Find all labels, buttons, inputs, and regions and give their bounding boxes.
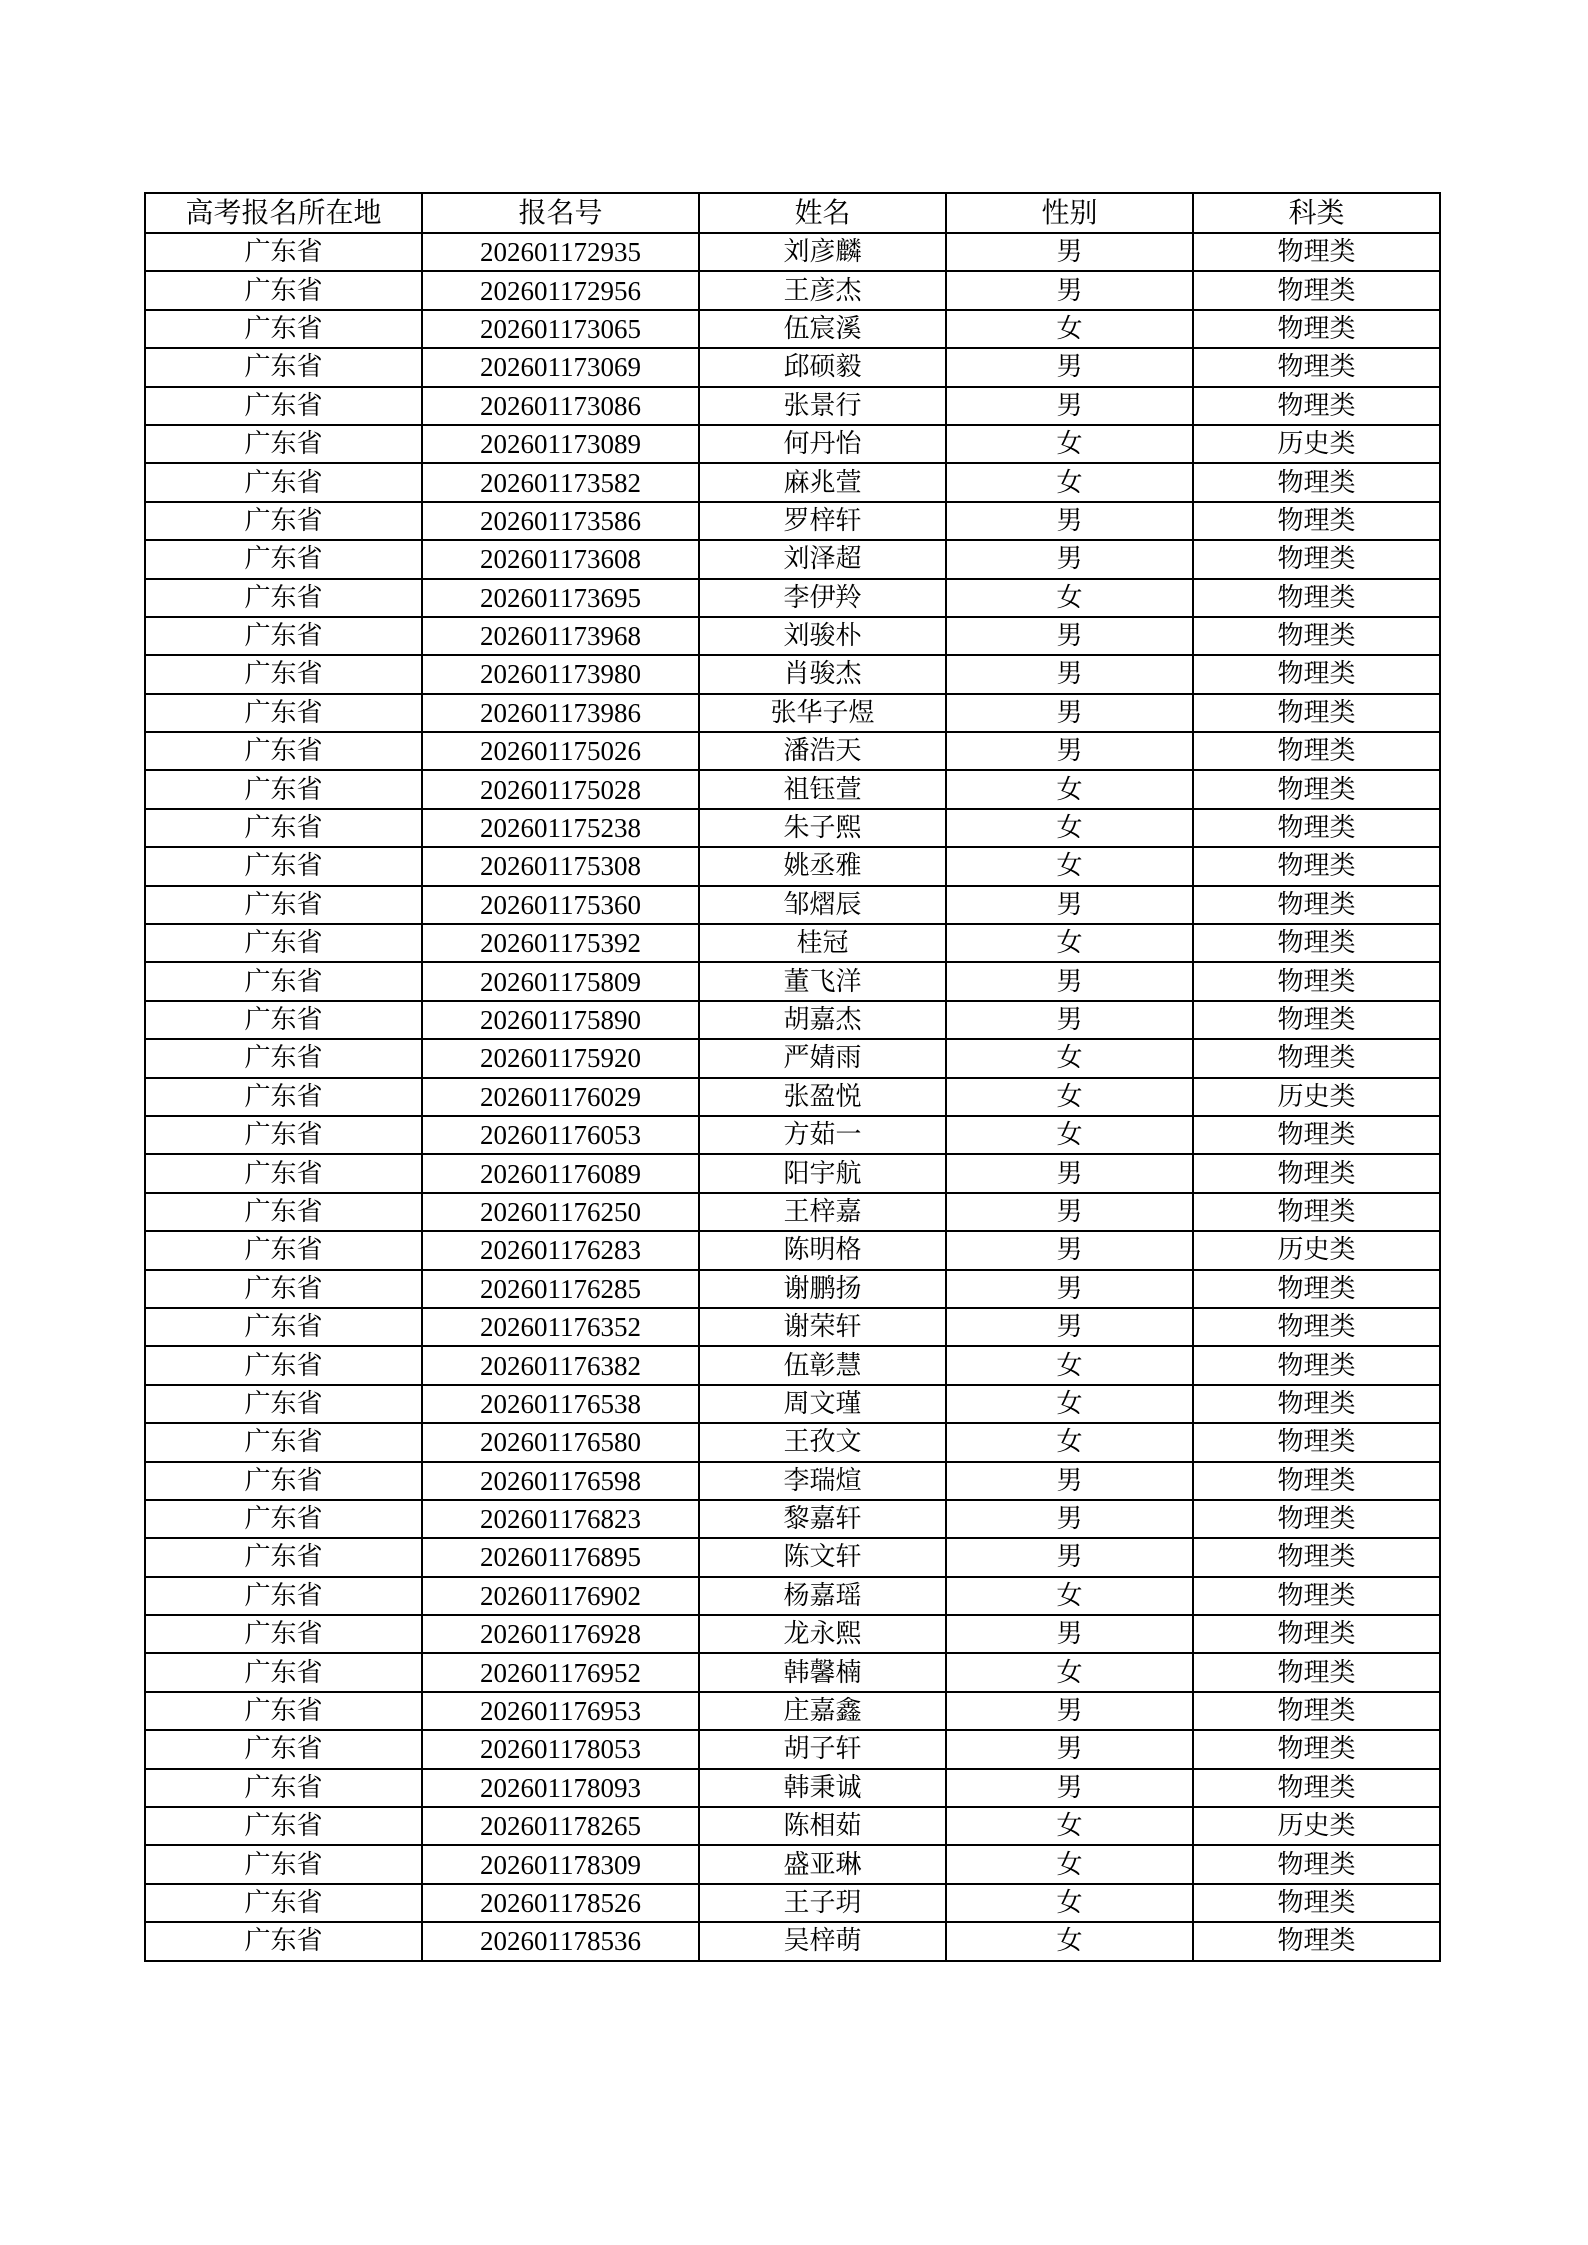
table-body: [145, 233, 1440, 1961]
table-row: [145, 348, 1440, 386]
table-row: [145, 463, 1440, 501]
cell-registration-location: 广东省: [145, 1270, 422, 1308]
cell-registration-location: 广东省: [145, 348, 422, 386]
cell-subject-category: 物理类: [1193, 233, 1440, 271]
cell-subject-category: 物理类: [1193, 1577, 1440, 1615]
cell-registration-location: 广东省: [145, 1538, 422, 1576]
table-row: [145, 1807, 1440, 1845]
cell-name: 张华子煜: [699, 694, 946, 732]
cell-gender: 女: [946, 1922, 1193, 1960]
table-row: [145, 732, 1440, 770]
cell-subject-category: 物理类: [1193, 1769, 1440, 1807]
cell-name: 龙永熙: [699, 1615, 946, 1653]
header-registration-number: 报名号: [422, 193, 699, 233]
cell-gender: 男: [946, 1154, 1193, 1192]
cell-registration-number: 202601173089: [422, 425, 699, 463]
cell-registration-location: 广东省: [145, 732, 422, 770]
cell-registration-number: 202601173069: [422, 348, 699, 386]
cell-subject-category: 物理类: [1193, 809, 1440, 847]
cell-registration-location: 广东省: [145, 1884, 422, 1922]
cell-name: 陈文轩: [699, 1538, 946, 1576]
cell-name: 王梓嘉: [699, 1193, 946, 1231]
cell-gender: 女: [946, 1653, 1193, 1691]
cell-registration-location: 广东省: [145, 540, 422, 578]
cell-name: 韩馨楠: [699, 1653, 946, 1691]
table-row: [145, 694, 1440, 732]
table-row: [145, 271, 1440, 309]
table-row: [145, 886, 1440, 924]
cell-subject-category: 物理类: [1193, 962, 1440, 1000]
cell-registration-number: 202601176053: [422, 1116, 699, 1154]
cell-registration-number: 202601175920: [422, 1039, 699, 1077]
admission-list-table: [144, 192, 1441, 1962]
header-row: [145, 193, 1440, 233]
cell-name: 周文瑾: [699, 1385, 946, 1423]
cell-registration-number: 202601176352: [422, 1308, 699, 1346]
cell-registration-number: 202601178265: [422, 1807, 699, 1845]
cell-name: 王孜文: [699, 1423, 946, 1461]
cell-registration-number: 202601173608: [422, 540, 699, 578]
cell-name: 肖骏杰: [699, 655, 946, 693]
header-gender: 性别: [946, 193, 1193, 233]
cell-registration-number: 202601176895: [422, 1538, 699, 1576]
table-row: [145, 1653, 1440, 1691]
table-row: [145, 770, 1440, 808]
cell-subject-category: 物理类: [1193, 924, 1440, 962]
cell-name: 方茹一: [699, 1116, 946, 1154]
table-row: [145, 1116, 1440, 1154]
cell-name: 李瑞煊: [699, 1462, 946, 1500]
cell-registration-location: 广东省: [145, 1577, 422, 1615]
cell-gender: 女: [946, 1078, 1193, 1116]
cell-registration-number: 202601175308: [422, 847, 699, 885]
cell-registration-number: 202601176823: [422, 1500, 699, 1538]
cell-name: 阳宇航: [699, 1154, 946, 1192]
cell-gender: 男: [946, 1615, 1193, 1653]
cell-registration-location: 广东省: [145, 770, 422, 808]
cell-registration-location: 广东省: [145, 579, 422, 617]
cell-gender: 女: [946, 1385, 1193, 1423]
cell-subject-category: 物理类: [1193, 1193, 1440, 1231]
cell-gender: 男: [946, 655, 1193, 693]
header-registration-location: 高考报名所在地: [145, 193, 422, 233]
table-row: [145, 425, 1440, 463]
cell-subject-category: 物理类: [1193, 387, 1440, 425]
table-row: [145, 310, 1440, 348]
cell-gender: 男: [946, 348, 1193, 386]
cell-registration-number: 202601173065: [422, 310, 699, 348]
table-row: [145, 617, 1440, 655]
cell-name: 刘彦麟: [699, 233, 946, 271]
cell-subject-category: 物理类: [1193, 1692, 1440, 1730]
cell-name: 盛亚琳: [699, 1845, 946, 1883]
cell-registration-number: 202601176250: [422, 1193, 699, 1231]
cell-gender: 男: [946, 1500, 1193, 1538]
cell-registration-number: 202601175392: [422, 924, 699, 962]
cell-registration-number: 202601173582: [422, 463, 699, 501]
table-row: [145, 1423, 1440, 1461]
cell-subject-category: 物理类: [1193, 1500, 1440, 1538]
cell-gender: 男: [946, 540, 1193, 578]
cell-registration-location: 广东省: [145, 1845, 422, 1883]
cell-registration-location: 广东省: [145, 809, 422, 847]
cell-gender: 男: [946, 233, 1193, 271]
cell-registration-location: 广东省: [145, 1231, 422, 1269]
cell-name: 韩秉诚: [699, 1769, 946, 1807]
cell-registration-location: 广东省: [145, 886, 422, 924]
cell-gender: 男: [946, 1193, 1193, 1231]
cell-name: 潘浩天: [699, 732, 946, 770]
cell-gender: 男: [946, 962, 1193, 1000]
cell-subject-category: 物理类: [1193, 1538, 1440, 1576]
cell-subject-category: 物理类: [1193, 847, 1440, 885]
cell-registration-location: 广东省: [145, 1154, 422, 1192]
cell-name: 桂冠: [699, 924, 946, 962]
cell-subject-category: 历史类: [1193, 1231, 1440, 1269]
cell-registration-location: 广东省: [145, 425, 422, 463]
cell-subject-category: 物理类: [1193, 1423, 1440, 1461]
cell-gender: 男: [946, 732, 1193, 770]
cell-registration-number: 202601176538: [422, 1385, 699, 1423]
cell-name: 张盈悦: [699, 1078, 946, 1116]
cell-subject-category: 物理类: [1193, 1845, 1440, 1883]
cell-name: 王子玥: [699, 1884, 946, 1922]
cell-gender: 女: [946, 1039, 1193, 1077]
cell-name: 伍彰慧: [699, 1346, 946, 1384]
cell-registration-number: 202601176598: [422, 1462, 699, 1500]
cell-registration-number: 202601178309: [422, 1845, 699, 1883]
cell-subject-category: 物理类: [1193, 617, 1440, 655]
cell-registration-location: 广东省: [145, 1078, 422, 1116]
cell-gender: 男: [946, 271, 1193, 309]
cell-registration-number: 202601178526: [422, 1884, 699, 1922]
table-row: [145, 1692, 1440, 1730]
cell-gender: 男: [946, 1462, 1193, 1500]
cell-gender: 女: [946, 1116, 1193, 1154]
table-row: [145, 1154, 1440, 1192]
cell-subject-category: 物理类: [1193, 1385, 1440, 1423]
cell-gender: 女: [946, 1346, 1193, 1384]
cell-subject-category: 物理类: [1193, 732, 1440, 770]
cell-registration-location: 广东省: [145, 1462, 422, 1500]
cell-registration-number: 202601178536: [422, 1922, 699, 1960]
cell-gender: 男: [946, 1270, 1193, 1308]
cell-registration-location: 广东省: [145, 463, 422, 501]
cell-registration-number: 202601175026: [422, 732, 699, 770]
cell-registration-number: 202601173986: [422, 694, 699, 732]
cell-registration-number: 202601176283: [422, 1231, 699, 1269]
cell-subject-category: 物理类: [1193, 540, 1440, 578]
table-row: [145, 1577, 1440, 1615]
cell-subject-category: 物理类: [1193, 1653, 1440, 1691]
cell-registration-number: 202601173086: [422, 387, 699, 425]
cell-registration-number: 202601176952: [422, 1653, 699, 1691]
cell-registration-location: 广东省: [145, 387, 422, 425]
cell-registration-location: 广东省: [145, 924, 422, 962]
cell-name: 罗梓轩: [699, 502, 946, 540]
cell-name: 麻兆萱: [699, 463, 946, 501]
cell-registration-number: 202601173980: [422, 655, 699, 693]
cell-gender: 男: [946, 886, 1193, 924]
table-row: [145, 1078, 1440, 1116]
table-row: [145, 962, 1440, 1000]
cell-registration-number: 202601175890: [422, 1001, 699, 1039]
cell-registration-number: 202601176580: [422, 1423, 699, 1461]
cell-registration-number: 202601173695: [422, 579, 699, 617]
cell-gender: 男: [946, 1692, 1193, 1730]
cell-gender: 女: [946, 425, 1193, 463]
cell-name: 姚丞雅: [699, 847, 946, 885]
cell-subject-category: 物理类: [1193, 579, 1440, 617]
cell-subject-category: 物理类: [1193, 770, 1440, 808]
cell-name: 严婧雨: [699, 1039, 946, 1077]
cell-subject-category: 物理类: [1193, 1308, 1440, 1346]
cell-gender: 女: [946, 847, 1193, 885]
cell-gender: 男: [946, 1538, 1193, 1576]
cell-gender: 女: [946, 579, 1193, 617]
cell-registration-location: 广东省: [145, 1922, 422, 1960]
cell-registration-number: 202601176953: [422, 1692, 699, 1730]
table-row: [145, 1385, 1440, 1423]
cell-gender: 女: [946, 1884, 1193, 1922]
cell-subject-category: 物理类: [1193, 1270, 1440, 1308]
table-row: [145, 1845, 1440, 1883]
cell-subject-category: 历史类: [1193, 1807, 1440, 1845]
cell-registration-number: 202601176902: [422, 1577, 699, 1615]
cell-subject-category: 物理类: [1193, 886, 1440, 924]
cell-subject-category: 物理类: [1193, 271, 1440, 309]
cell-registration-number: 202601172935: [422, 233, 699, 271]
cell-gender: 女: [946, 310, 1193, 348]
cell-subject-category: 物理类: [1193, 310, 1440, 348]
table-row: [145, 1308, 1440, 1346]
cell-registration-number: 202601175360: [422, 886, 699, 924]
cell-name: 谢荣轩: [699, 1308, 946, 1346]
cell-registration-location: 广东省: [145, 1769, 422, 1807]
cell-name: 刘骏朴: [699, 617, 946, 655]
cell-subject-category: 物理类: [1193, 1154, 1440, 1192]
table-row: [145, 1231, 1440, 1269]
cell-gender: 女: [946, 809, 1193, 847]
cell-subject-category: 物理类: [1193, 655, 1440, 693]
cell-registration-location: 广东省: [145, 1692, 422, 1730]
cell-gender: 男: [946, 502, 1193, 540]
cell-gender: 男: [946, 1001, 1193, 1039]
cell-name: 王彦杰: [699, 271, 946, 309]
cell-gender: 女: [946, 463, 1193, 501]
table-row: [145, 233, 1440, 271]
cell-subject-category: 物理类: [1193, 1884, 1440, 1922]
header-subject-category: 科类: [1193, 193, 1440, 233]
cell-name: 陈明格: [699, 1231, 946, 1269]
cell-registration-location: 广东省: [145, 502, 422, 540]
table-row: [145, 1730, 1440, 1768]
cell-registration-number: 202601176029: [422, 1078, 699, 1116]
cell-subject-category: 物理类: [1193, 1346, 1440, 1384]
cell-name: 邱硕毅: [699, 348, 946, 386]
cell-registration-location: 广东省: [145, 1193, 422, 1231]
cell-name: 董飞洋: [699, 962, 946, 1000]
cell-subject-category: 物理类: [1193, 1116, 1440, 1154]
cell-gender: 男: [946, 1308, 1193, 1346]
cell-registration-location: 广东省: [145, 1423, 422, 1461]
cell-subject-category: 物理类: [1193, 1922, 1440, 1960]
cell-registration-number: 202601173586: [422, 502, 699, 540]
cell-name: 黎嘉轩: [699, 1500, 946, 1538]
cell-gender: 女: [946, 770, 1193, 808]
table-row: [145, 1769, 1440, 1807]
cell-registration-number: 202601175809: [422, 962, 699, 1000]
cell-registration-location: 广东省: [145, 1807, 422, 1845]
cell-name: 张景行: [699, 387, 946, 425]
cell-gender: 男: [946, 694, 1193, 732]
table-row: [145, 1001, 1440, 1039]
cell-registration-location: 广东省: [145, 310, 422, 348]
cell-name: 杨嘉瑶: [699, 1577, 946, 1615]
cell-registration-number: 202601175238: [422, 809, 699, 847]
cell-gender: 女: [946, 924, 1193, 962]
table-row: [145, 1500, 1440, 1538]
header-name: 姓名: [699, 193, 946, 233]
cell-registration-location: 广东省: [145, 847, 422, 885]
cell-subject-category: 物理类: [1193, 1615, 1440, 1653]
cell-name: 伍宸溪: [699, 310, 946, 348]
cell-gender: 女: [946, 1807, 1193, 1845]
cell-name: 胡嘉杰: [699, 1001, 946, 1039]
table-row: [145, 847, 1440, 885]
cell-name: 陈相茹: [699, 1807, 946, 1845]
cell-registration-location: 广东省: [145, 694, 422, 732]
cell-subject-category: 历史类: [1193, 425, 1440, 463]
table-row: [145, 540, 1440, 578]
cell-subject-category: 物理类: [1193, 694, 1440, 732]
cell-registration-location: 广东省: [145, 233, 422, 271]
cell-registration-location: 广东省: [145, 1653, 422, 1691]
cell-gender: 男: [946, 1730, 1193, 1768]
table-row: [145, 1615, 1440, 1653]
cell-name: 吴梓萌: [699, 1922, 946, 1960]
cell-registration-location: 广东省: [145, 1308, 422, 1346]
table-row: [145, 1462, 1440, 1500]
cell-registration-location: 广东省: [145, 1039, 422, 1077]
table-row: [145, 1346, 1440, 1384]
cell-registration-number: 202601178053: [422, 1730, 699, 1768]
table-header: [145, 193, 1440, 233]
cell-subject-category: 物理类: [1193, 463, 1440, 501]
cell-gender: 男: [946, 1231, 1193, 1269]
cell-name: 庄嘉鑫: [699, 1692, 946, 1730]
cell-gender: 男: [946, 1769, 1193, 1807]
table-row: [145, 655, 1440, 693]
cell-registration-location: 广东省: [145, 1500, 422, 1538]
cell-registration-number: 202601176928: [422, 1615, 699, 1653]
cell-registration-location: 广东省: [145, 1346, 422, 1384]
table-row: [145, 1039, 1440, 1077]
cell-gender: 男: [946, 387, 1193, 425]
table-row: [145, 387, 1440, 425]
cell-gender: 女: [946, 1577, 1193, 1615]
table-row: [145, 1884, 1440, 1922]
cell-registration-number: 202601176285: [422, 1270, 699, 1308]
cell-registration-location: 广东省: [145, 1116, 422, 1154]
table-row: [145, 924, 1440, 962]
cell-subject-category: 物理类: [1193, 348, 1440, 386]
cell-registration-location: 广东省: [145, 1615, 422, 1653]
cell-registration-location: 广东省: [145, 617, 422, 655]
cell-registration-number: 202601172956: [422, 271, 699, 309]
cell-registration-location: 广东省: [145, 1385, 422, 1423]
cell-gender: 女: [946, 1845, 1193, 1883]
cell-name: 何丹怡: [699, 425, 946, 463]
table-row: [145, 1270, 1440, 1308]
cell-registration-number: 202601178093: [422, 1769, 699, 1807]
cell-subject-category: 物理类: [1193, 1462, 1440, 1500]
cell-registration-location: 广东省: [145, 655, 422, 693]
cell-name: 祖钰萱: [699, 770, 946, 808]
cell-gender: 男: [946, 617, 1193, 655]
cell-name: 胡子轩: [699, 1730, 946, 1768]
cell-registration-location: 广东省: [145, 271, 422, 309]
cell-name: 邹熠辰: [699, 886, 946, 924]
table-row: [145, 809, 1440, 847]
cell-subject-category: 物理类: [1193, 1001, 1440, 1039]
cell-registration-number: 202601176089: [422, 1154, 699, 1192]
cell-subject-category: 物理类: [1193, 502, 1440, 540]
cell-registration-number: 202601176382: [422, 1346, 699, 1384]
cell-name: 朱子熙: [699, 809, 946, 847]
cell-registration-number: 202601173968: [422, 617, 699, 655]
cell-subject-category: 物理类: [1193, 1039, 1440, 1077]
cell-registration-location: 广东省: [145, 1001, 422, 1039]
cell-registration-location: 广东省: [145, 1730, 422, 1768]
table-row: [145, 1538, 1440, 1576]
table-row: [145, 1922, 1440, 1960]
cell-name: 谢鹏扬: [699, 1270, 946, 1308]
cell-subject-category: 物理类: [1193, 1730, 1440, 1768]
cell-gender: 女: [946, 1423, 1193, 1461]
table-row: [145, 1193, 1440, 1231]
table-row: [145, 502, 1440, 540]
cell-name: 李伊羚: [699, 579, 946, 617]
table-row: [145, 579, 1440, 617]
cell-name: 刘泽超: [699, 540, 946, 578]
cell-registration-number: 202601175028: [422, 770, 699, 808]
cell-registration-location: 广东省: [145, 962, 422, 1000]
cell-subject-category: 历史类: [1193, 1078, 1440, 1116]
